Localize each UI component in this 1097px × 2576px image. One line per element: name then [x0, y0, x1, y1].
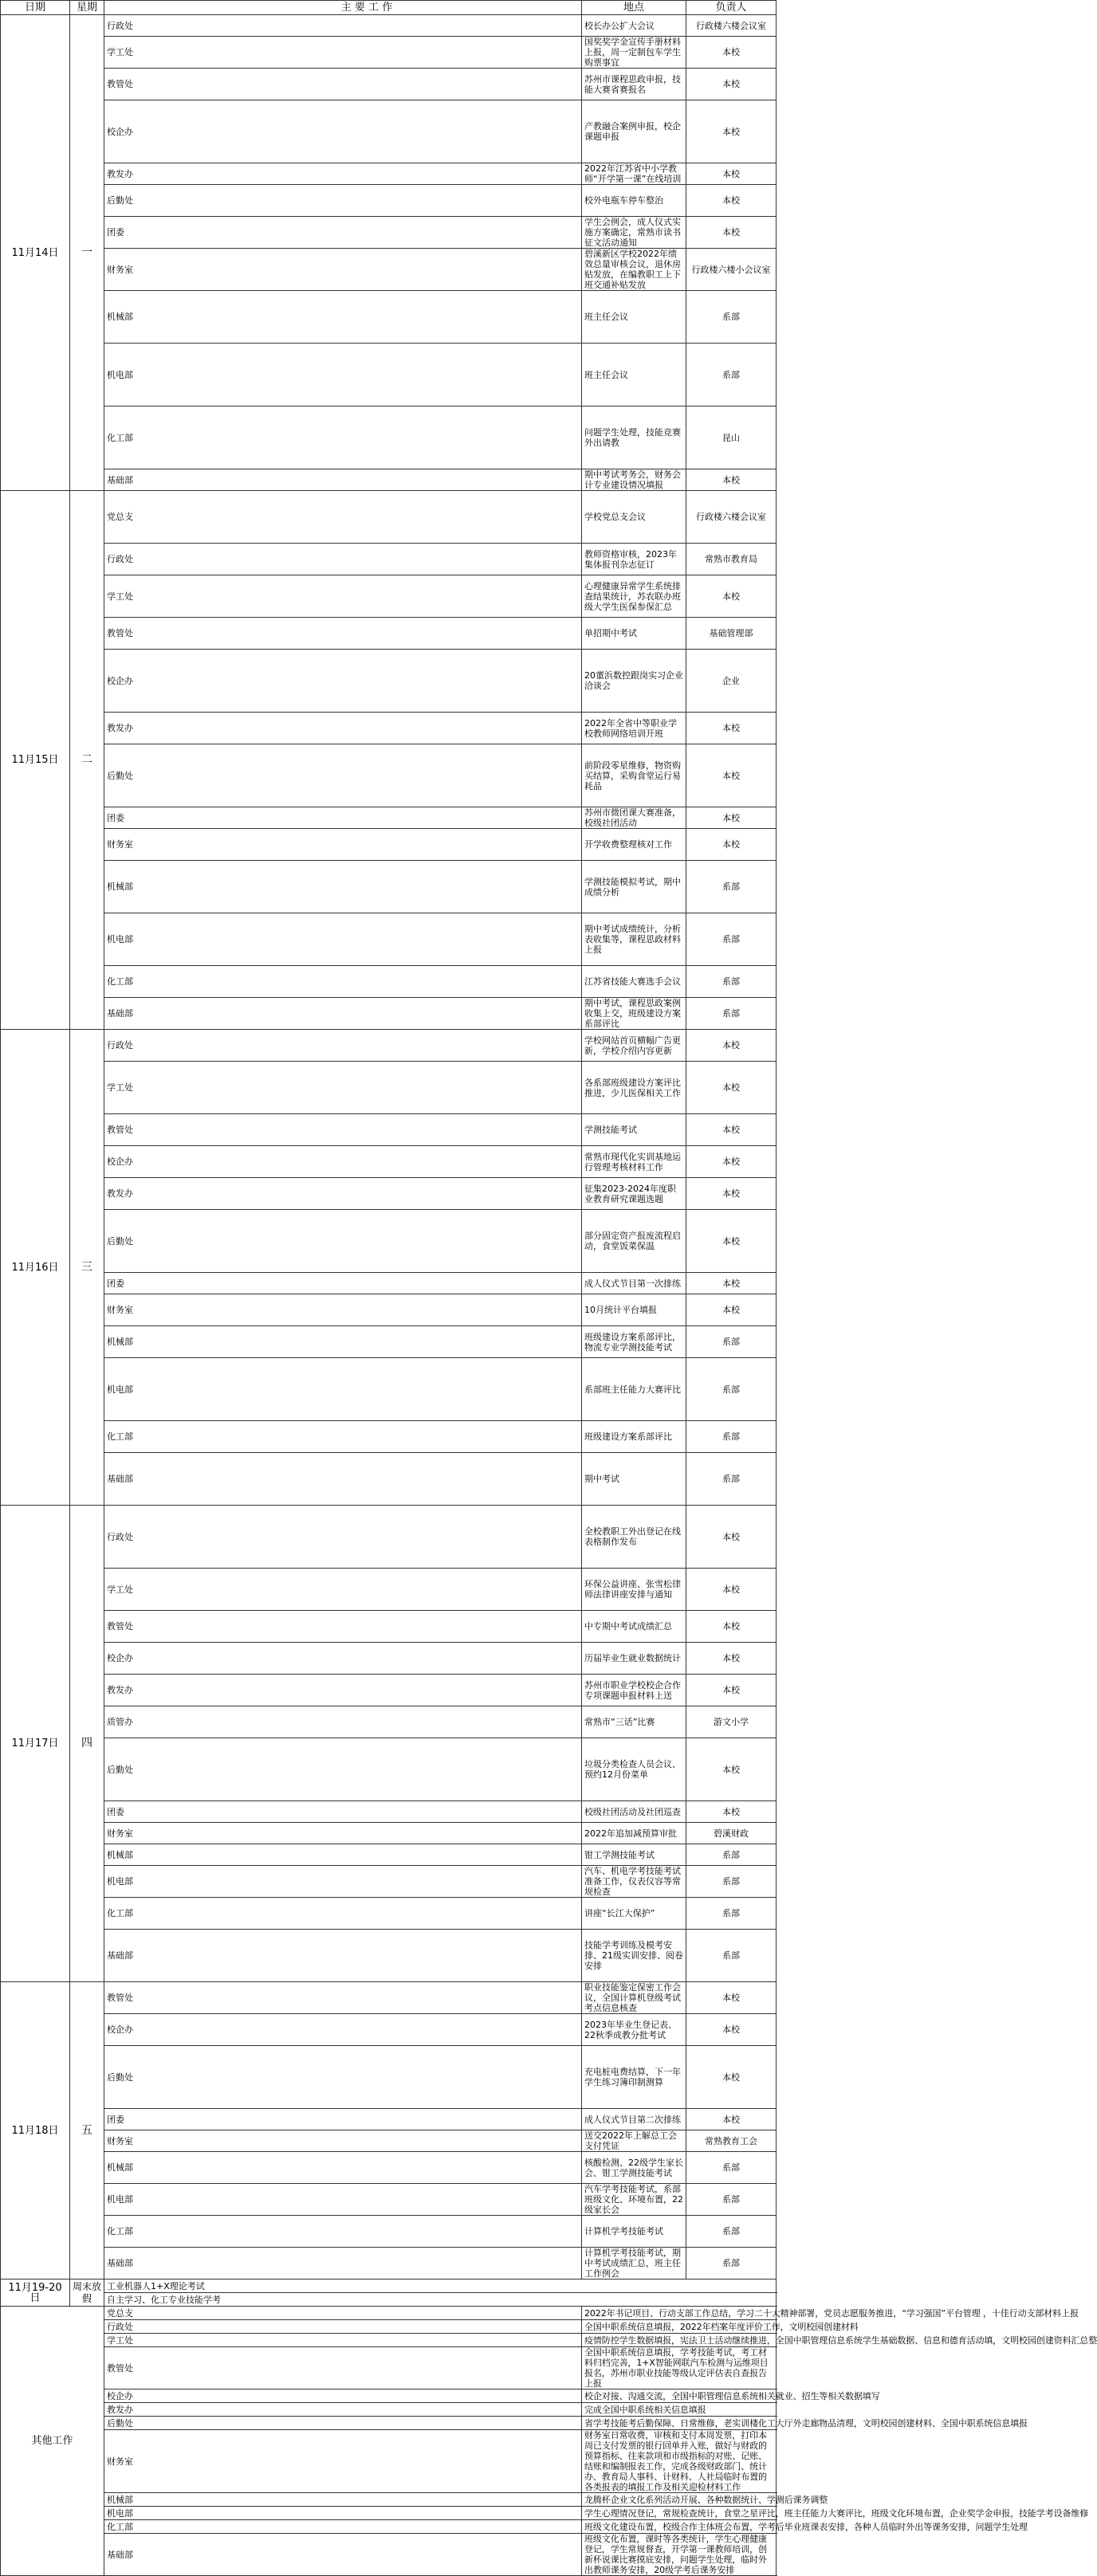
task-cell: 开学收费整理核对工作 — [582, 829, 686, 861]
task-cell: 碧溪新区学校2022年绩效总量审核会议，退休房贴发放，在编教职工上下班交通补贴发放 — [582, 249, 686, 291]
task-cell: 征集2023-2024年度职业教育研究课题选题 — [582, 1178, 686, 1210]
task-cell: 苏州市职业学校校企合作专项课题申报材料上送 — [582, 1675, 686, 1706]
schedule-row — [1, 15, 777, 37]
task-cell: 核酸检测、22级学生家长会、钳工学测技能考试 — [582, 2152, 686, 2184]
task-cell: 期中考试考务会，财务会计专业建设情况填报 — [582, 469, 686, 491]
schedule-row — [1, 1898, 777, 1930]
location-cell: 系部 — [686, 2248, 777, 2280]
schedule-row — [1, 1326, 777, 1358]
schedule-row — [1, 650, 777, 713]
department-cell: 机电部 — [104, 1866, 582, 1898]
department-cell: 财务室 — [104, 829, 582, 861]
department-cell: 教发办 — [104, 1675, 582, 1706]
schedule-row — [1, 1706, 777, 1738]
location-cell: 本校 — [686, 469, 777, 491]
location-cell: 本校 — [686, 1210, 777, 1273]
department-cell: 行政处 — [104, 1506, 582, 1569]
location-cell: 本校 — [686, 1062, 777, 1114]
schedule-row — [1, 1506, 777, 1569]
task-cell: 充电桩电费结算，下一年学生练习簿印制测算 — [582, 2046, 686, 2109]
task-cell: 计算机学考技能考试，期中考试成绩汇总，班主任工作例会 — [582, 2248, 686, 2280]
location-cell: 系部 — [686, 2216, 777, 2248]
schedule-row — [1, 1294, 777, 1326]
task-cell: 学生会例会，成人仪式实施方案确定，常熟市读书征文活动通知 — [582, 217, 686, 249]
other-work-row — [1, 2430, 777, 2493]
department-cell: 校企办 — [104, 100, 582, 163]
department-cell: 团委 — [104, 807, 582, 829]
task-cell: 全国中职系统信息填报，2022年档案年度评价工作，文明校园创建材料 — [582, 2320, 777, 2334]
schedule-row — [1, 37, 777, 69]
task-cell: 2022年全省中等职业学校教师网络培训开班 — [582, 713, 686, 744]
schedule-row — [1, 2216, 777, 2248]
department-cell: 教发办 — [104, 163, 582, 185]
department-cell: 后勤处 — [104, 1210, 582, 1273]
department-cell: 行政处 — [104, 2320, 582, 2334]
department-cell: 财务室 — [104, 2130, 582, 2152]
location-cell: 本校 — [686, 37, 777, 69]
location-cell: 系部 — [686, 1844, 777, 1866]
location-cell: 本校 — [686, 1178, 777, 1210]
date-cell: 11月14日 — [1, 15, 70, 491]
task-cell: 前阶段零星维修，物资购买结算，采购食堂运行易耗品 — [582, 744, 686, 807]
location-cell: 本校 — [686, 1146, 777, 1178]
task-cell: 心理健康异常学生系统排查结果统计，苏农联办班级大学生医保参保汇总 — [582, 575, 686, 618]
schedule-row — [1, 544, 777, 575]
schedule-row — [1, 1030, 777, 1062]
schedule-row — [1, 1358, 777, 1421]
weekend-row — [1, 2293, 777, 2307]
location-cell: 本校 — [686, 1738, 777, 1801]
location-cell: 本校 — [686, 2046, 777, 2109]
location-cell: 本校 — [686, 1030, 777, 1062]
department-cell: 基础部 — [104, 998, 582, 1030]
task-cell: 学校党总支会议 — [582, 491, 686, 544]
location-cell: 本校 — [686, 1506, 777, 1569]
task-cell: 成人仪式节目第一次排练 — [582, 1273, 686, 1294]
schedule-row — [1, 469, 777, 491]
task-cell: 产教融合案例申报，校企课题申报 — [582, 100, 686, 163]
location-cell: 本校 — [686, 1675, 777, 1706]
date-cell: 11月15日 — [1, 491, 70, 1030]
department-cell: 团委 — [104, 1273, 582, 1294]
task-cell: 江苏省技能大赛选手会议 — [582, 966, 686, 998]
weekday-cell: 周末放假 — [70, 2280, 104, 2307]
schedule-row — [1, 2014, 777, 2046]
department-cell: 教发办 — [104, 1178, 582, 1210]
task-cell: 校长办公扩大会议 — [582, 15, 686, 37]
department-cell: 校企办 — [104, 2014, 582, 2046]
schedule-row — [1, 2130, 777, 2152]
department-cell: 机电部 — [104, 2507, 582, 2520]
header-weekday: 星期 — [70, 1, 104, 15]
task-cell: 校级社团活动及社团巡查 — [582, 1801, 686, 1823]
department-cell: 教发办 — [104, 713, 582, 744]
schedule-row — [1, 100, 777, 163]
schedule-row — [1, 998, 777, 1030]
schedule-row — [1, 861, 777, 913]
department-cell: 化工部 — [104, 1421, 582, 1453]
schedule-row — [1, 618, 777, 650]
department-cell: 团委 — [104, 217, 582, 249]
task-cell: 校企对接、沟通交流，全国中职管理信息系统相关就业、招生等相关数据填写 — [582, 2389, 777, 2403]
schedule-row — [1, 249, 777, 291]
schedule-row — [1, 2152, 777, 2184]
schedule-row — [1, 1453, 777, 1506]
task-cell: 计算机学考技能考试 — [582, 2216, 686, 2248]
other-work-row — [1, 2417, 777, 2430]
department-cell: 基础部 — [104, 1930, 582, 1982]
department-cell: 机电部 — [104, 344, 582, 406]
department-cell: 教管处 — [104, 1611, 582, 1643]
department-cell: 化工部 — [104, 1898, 582, 1930]
location-cell: 系部 — [686, 1898, 777, 1930]
location-cell: 系部 — [686, 966, 777, 998]
location-cell: 本校 — [686, 1801, 777, 1823]
location-cell: 昆山 — [686, 406, 777, 469]
task-cell: 垃圾分类检查人员会议、预约12月份菜单 — [582, 1738, 686, 1801]
location-cell: 本校 — [686, 807, 777, 829]
weekday-cell: 五 — [70, 1982, 104, 2280]
task-cell: 汽车学考技能考试，系部班级文化、环境布置，22级家长会 — [582, 2184, 686, 2216]
schedule-row — [1, 2248, 777, 2280]
schedule-row — [1, 1823, 777, 1844]
task-cell: 教师资格审核，2023年集体报刊杂志征订 — [582, 544, 686, 575]
location-cell: 系部 — [686, 1866, 777, 1898]
location-cell: 本校 — [686, 2014, 777, 2046]
task-cell: 钳工学测技能考试 — [582, 1844, 686, 1866]
task-cell: 完成全国中职系统相关信息填报 — [582, 2403, 777, 2417]
location-cell: 系部 — [686, 1358, 777, 1421]
task-cell: 班级文化建设布置，校级合作主体班会布置，学考后毕业班课表安排，各种人员临时外出等课务安排，问题学生处理 — [582, 2520, 777, 2534]
location-cell: 常熟教育工会 — [686, 2130, 777, 2152]
other-work-row — [1, 2334, 777, 2347]
task-cell: 常熟市“三话”比赛 — [582, 1706, 686, 1738]
other-work-row — [1, 2389, 777, 2403]
department-cell: 机械部 — [104, 2152, 582, 2184]
task-cell: 系部班主任能力大赛评比 — [582, 1358, 686, 1421]
department-cell: 学工处 — [104, 575, 582, 618]
schedule-row — [1, 291, 777, 344]
department-cell: 财务室 — [104, 1294, 582, 1326]
location-cell: 系部 — [686, 2152, 777, 2184]
location-cell: 本校 — [686, 2109, 777, 2130]
task-cell: 苏州市微团课大赛准备，校级社团活动 — [582, 807, 686, 829]
task-cell: 国奖奖学金宣传手册材料上报，周一定制包车学生购票事宜 — [582, 37, 686, 69]
other-work-row — [1, 2320, 777, 2334]
task-cell: 疫情防控学生数据填报，宪法卫士活动继续推进，全国中职管理信息系统学生基础数据、信息和德育活动填，文明校园创建资料汇总整 — [582, 2334, 777, 2347]
schedule-row — [1, 406, 777, 469]
task-cell: 班主任会议 — [582, 344, 686, 406]
department-cell: 基础部 — [104, 469, 582, 491]
department-cell: 基础部 — [104, 2534, 582, 2576]
schedule-row — [1, 1675, 777, 1706]
date-cell: 11月18日 — [1, 1982, 70, 2280]
task-cell: 部分固定资产报废流程启动，食堂饭菜保温 — [582, 1210, 686, 1273]
schedule-row — [1, 491, 777, 544]
task-cell: 学测技能模拟考试，期中成绩分析 — [582, 861, 686, 913]
location-cell: 本校 — [686, 713, 777, 744]
weekend-task-cell: 工业机器人1+X理论考试 — [104, 2280, 777, 2293]
other-work-row — [1, 2347, 777, 2389]
task-cell: 10月统计平台填报 — [582, 1294, 686, 1326]
schedule-row — [1, 1738, 777, 1801]
department-cell: 校企办 — [104, 1146, 582, 1178]
department-cell: 机电部 — [104, 2184, 582, 2216]
location-cell: 系部 — [686, 291, 777, 344]
department-cell: 行政处 — [104, 1030, 582, 1062]
location-cell: 本校 — [686, 1569, 777, 1611]
department-cell: 学工处 — [104, 1062, 582, 1114]
schedule-body — [1, 15, 1097, 2576]
schedule-row — [1, 1062, 777, 1114]
location-cell: 行政楼六楼会议室 — [686, 15, 777, 37]
other-work-row — [1, 2520, 777, 2534]
schedule-row — [1, 807, 777, 829]
task-cell: 20董浜数控跟岗实习企业洽谈会 — [582, 650, 686, 713]
location-cell: 本校 — [686, 100, 777, 163]
location-cell: 系部 — [686, 344, 777, 406]
department-cell: 财务室 — [104, 2430, 582, 2493]
schedule-row — [1, 1930, 777, 1982]
department-cell: 教发办 — [104, 2403, 582, 2417]
other-work-row — [1, 2534, 777, 2576]
location-cell: 本校 — [686, 185, 777, 217]
task-cell: 财务室日常收费，审核和支付本周发票，打印本周已支付发票的银行回单并入账，做好与财政的预算指标、往来款项和市级指标的对账、记账、结账和编制报表工作，完成各级财政部门、统计办、教育局人事科、计财科、人社局临时布置的各类报表的填报工作及相关迎检材料工作 — [582, 2430, 777, 2493]
department-cell: 学工处 — [104, 2334, 582, 2347]
date-cell: 11月17日 — [1, 1506, 70, 1982]
department-cell: 机械部 — [104, 2493, 582, 2507]
task-cell: 环保公益讲座、张雪松律师法律讲座安排与通知 — [582, 1569, 686, 1611]
schedule-row — [1, 829, 777, 861]
schedule-row — [1, 1273, 777, 1294]
department-cell: 机械部 — [104, 1844, 582, 1866]
location-cell: 常熟市教育局 — [686, 544, 777, 575]
schedule-row — [1, 1421, 777, 1453]
department-cell: 质管办 — [104, 1706, 582, 1738]
schedule-row — [1, 1114, 777, 1146]
location-cell: 系部 — [686, 998, 777, 1030]
other-work-row — [1, 2403, 777, 2417]
location-cell: 系部 — [686, 1421, 777, 1453]
schedule-row — [1, 1178, 777, 1210]
location-cell: 系部 — [686, 861, 777, 913]
location-cell: 本校 — [686, 1643, 777, 1675]
task-cell: 职业技能鉴定保密工作会议，全国计算机登级考试考点信息核查 — [582, 1982, 686, 2014]
task-cell: 2022年追加减预算审批 — [582, 1823, 686, 1844]
location-cell: 系部 — [686, 1930, 777, 1982]
department-cell: 党总支 — [104, 491, 582, 544]
location-cell: 本校 — [686, 829, 777, 861]
weekday-cell: 四 — [70, 1506, 104, 1982]
location-cell: 本校 — [686, 1273, 777, 1294]
department-cell: 后勤处 — [104, 2046, 582, 2109]
task-cell: 常熟市现代化实训基地运行管理考核材料工作 — [582, 1146, 686, 1178]
task-cell: 班主任会议 — [582, 291, 686, 344]
task-cell: 全校教职工外出登记在线表格制作发布 — [582, 1506, 686, 1569]
task-cell: 汽车、机电学考技能考试准备工作，仪表仪容等常规检查 — [582, 1866, 686, 1898]
task-cell: 期中考试成绩统计，分析表收集等，课程思政材料上报 — [582, 913, 686, 966]
other-work-row — [1, 2493, 777, 2507]
task-cell: 学生心理情况登记，常规检查统计，食堂之星评比，班主任能力大赛评比，班级文化环境布置，企业奖学金申报，技能学考设备维修 — [582, 2507, 777, 2520]
department-cell: 教管处 — [104, 69, 582, 100]
task-cell: 各系部班级建设方案评比推进，少儿医保相关工作 — [582, 1062, 686, 1114]
task-cell: 期中考试 — [582, 1453, 686, 1506]
location-cell: 系部 — [686, 913, 777, 966]
location-cell: 本校 — [686, 1294, 777, 1326]
schedule-row — [1, 913, 777, 966]
department-cell: 教管处 — [104, 1114, 582, 1146]
schedule-row — [1, 2184, 777, 2216]
weekend-task-cell: 自主学习、化工专业技能学考 — [104, 2293, 777, 2307]
department-cell: 教管处 — [104, 2347, 582, 2389]
department-cell: 化工部 — [104, 406, 582, 469]
location-cell: 本校 — [686, 163, 777, 185]
schedule-row — [1, 1569, 777, 1611]
schedule-row — [1, 966, 777, 998]
date-cell: 11月16日 — [1, 1030, 70, 1506]
location-cell: 行政楼六楼会议室 — [686, 491, 777, 544]
schedule-row — [1, 2046, 777, 2109]
location-cell: 系部 — [686, 1453, 777, 1506]
schedule-row — [1, 1146, 777, 1178]
department-cell: 党总支 — [104, 2307, 582, 2320]
header-row — [1, 1, 777, 15]
department-cell: 化工部 — [104, 2216, 582, 2248]
task-cell: 成人仪式节目第二次排练 — [582, 2109, 686, 2130]
department-cell: 教管处 — [104, 618, 582, 650]
location-cell: 游文小学 — [686, 1706, 777, 1738]
weekday-cell: 三 — [70, 1030, 104, 1506]
task-cell: 2022年书记项目、行动支部工作总结，学习二十大精神部署，党员志愿服务推进，“学习强国”平台管理 ，十佳行动支部材料上报 — [582, 2307, 777, 2320]
task-cell: 中专期中考试成绩汇总 — [582, 1611, 686, 1643]
other-work-label: 其他工作 — [1, 2307, 104, 2576]
department-cell: 化工部 — [104, 966, 582, 998]
location-cell: 本校 — [686, 69, 777, 100]
department-cell: 团委 — [104, 2109, 582, 2130]
department-cell: 行政处 — [104, 15, 582, 37]
location-cell: 系部 — [686, 1326, 777, 1358]
department-cell: 机械部 — [104, 861, 582, 913]
task-cell: 问题学生处理，技能竞赛外出请教 — [582, 406, 686, 469]
schedule-row — [1, 1801, 777, 1823]
location-cell: 本校 — [686, 1611, 777, 1643]
department-cell: 教管处 — [104, 1982, 582, 2014]
department-cell: 基础部 — [104, 2248, 582, 2280]
schedule-row — [1, 575, 777, 618]
department-cell: 团委 — [104, 1801, 582, 1823]
department-cell: 校企办 — [104, 2389, 582, 2403]
schedule-row — [1, 185, 777, 217]
department-cell: 后勤处 — [104, 744, 582, 807]
location-cell: 行政楼六楼小会议室 — [686, 249, 777, 291]
department-cell: 后勤处 — [104, 185, 582, 217]
task-cell: 历届毕业生就业数据统计 — [582, 1643, 686, 1675]
task-cell: 技能学考训练及模考安排、21级实训安排、阅卷安排 — [582, 1930, 686, 1982]
department-cell: 化工部 — [104, 2520, 582, 2534]
weekday-cell: 二 — [70, 491, 104, 1030]
task-cell: 讲座“长江大保护” — [582, 1898, 686, 1930]
other-work-row — [1, 2307, 777, 2320]
department-cell: 学工处 — [104, 1569, 582, 1611]
schedule-row — [1, 1866, 777, 1898]
department-cell: 行政处 — [104, 544, 582, 575]
location-cell: 碧溪财政 — [686, 1823, 777, 1844]
task-cell: 学校网站首页横幅广告更新，学校介绍内容更新 — [582, 1030, 686, 1062]
task-cell: 2023年毕业生登记表、22秋季成教分批考试 — [582, 2014, 686, 2046]
date-cell: 11月19-20日 — [1, 2280, 70, 2307]
location-cell: 本校 — [686, 217, 777, 249]
department-cell: 后勤处 — [104, 2417, 582, 2430]
header-location: 地点 — [582, 1, 686, 15]
department-cell: 机电部 — [104, 1358, 582, 1421]
department-cell: 财务室 — [104, 249, 582, 291]
schedule-row — [1, 217, 777, 249]
header-owner: 负责人 — [686, 1, 777, 15]
task-cell: 学测技能考试 — [582, 1114, 686, 1146]
other-work-row — [1, 2507, 777, 2520]
location-cell: 本校 — [686, 744, 777, 807]
schedule-row — [1, 1643, 777, 1675]
task-cell: 送交2022年上解总工会支付凭证 — [582, 2130, 686, 2152]
task-cell: 班级建设方案系部评比 — [582, 1421, 686, 1453]
task-cell: 班级建设方案系部评比，物流专业学测技能考试 — [582, 1326, 686, 1358]
task-cell: 期中考试，课程思政案例收集上交，班级建设方案系部评比 — [582, 998, 686, 1030]
schedule-row — [1, 163, 777, 185]
task-cell: 班级文化布置，课时等各类统计，学生心理健康登记，学生常规督查，开学第一课教师培训，创新杯说课比赛摸底安排，问题学生处理，临时外出教师课务安排，20级学考后课务安排 — [582, 2534, 777, 2576]
department-cell: 机电部 — [104, 913, 582, 966]
department-cell: 机械部 — [104, 291, 582, 344]
task-cell: 省学考技能考后勤保障、日常维修，老实训楼化工大厅外走廊物品清理，文明校园创建材料、全国中职系统信息填报 — [582, 2417, 777, 2430]
location-cell: 企业 — [686, 650, 777, 713]
department-cell: 校企办 — [104, 1643, 582, 1675]
schedule-row — [1, 1210, 777, 1273]
schedule-row — [1, 1844, 777, 1866]
location-cell: 本校 — [686, 1982, 777, 2014]
department-cell: 校企办 — [104, 650, 582, 713]
schedule-row — [1, 344, 777, 406]
task-cell: 苏州市课程思政申报，技能大赛省赛报名 — [582, 69, 686, 100]
department-cell: 财务室 — [104, 1823, 582, 1844]
task-cell: 龙腾杯企业文化系列活动开展、各种数据统计、学测后课务调整 — [582, 2493, 777, 2507]
location-cell: 本校 — [686, 1114, 777, 1146]
department-cell: 后勤处 — [104, 1738, 582, 1801]
schedule-row — [1, 69, 777, 100]
schedule-row — [1, 744, 777, 807]
task-cell: 校外电瓶车停车整治 — [582, 185, 686, 217]
task-cell: 全国中职系统信息填报，学考技能考试，考工材料归档完善，1+X智能网联汽车检测与运维项目报名，苏州市职业技能等级认定评估表自查报告上报 — [582, 2347, 777, 2389]
location-cell: 系部 — [686, 2184, 777, 2216]
department-cell: 机械部 — [104, 1326, 582, 1358]
department-cell: 学工处 — [104, 37, 582, 69]
task-cell: 单招期中考试 — [582, 618, 686, 650]
weekend-row — [1, 2280, 777, 2293]
task-cell: 2022年江苏省中小学教师“开学第一课”在线培训 — [582, 163, 686, 185]
location-cell: 基础管理部 — [686, 618, 777, 650]
schedule-row — [1, 713, 777, 744]
schedule-row — [1, 1982, 777, 2014]
header-date: 日期 — [1, 1, 70, 15]
schedule-row — [1, 1611, 777, 1643]
schedule-row — [1, 2109, 777, 2130]
department-cell: 基础部 — [104, 1453, 582, 1506]
location-cell: 本校 — [686, 575, 777, 618]
header-work: 主 要 工 作 — [104, 1, 582, 15]
weekday-cell: 一 — [70, 15, 104, 491]
